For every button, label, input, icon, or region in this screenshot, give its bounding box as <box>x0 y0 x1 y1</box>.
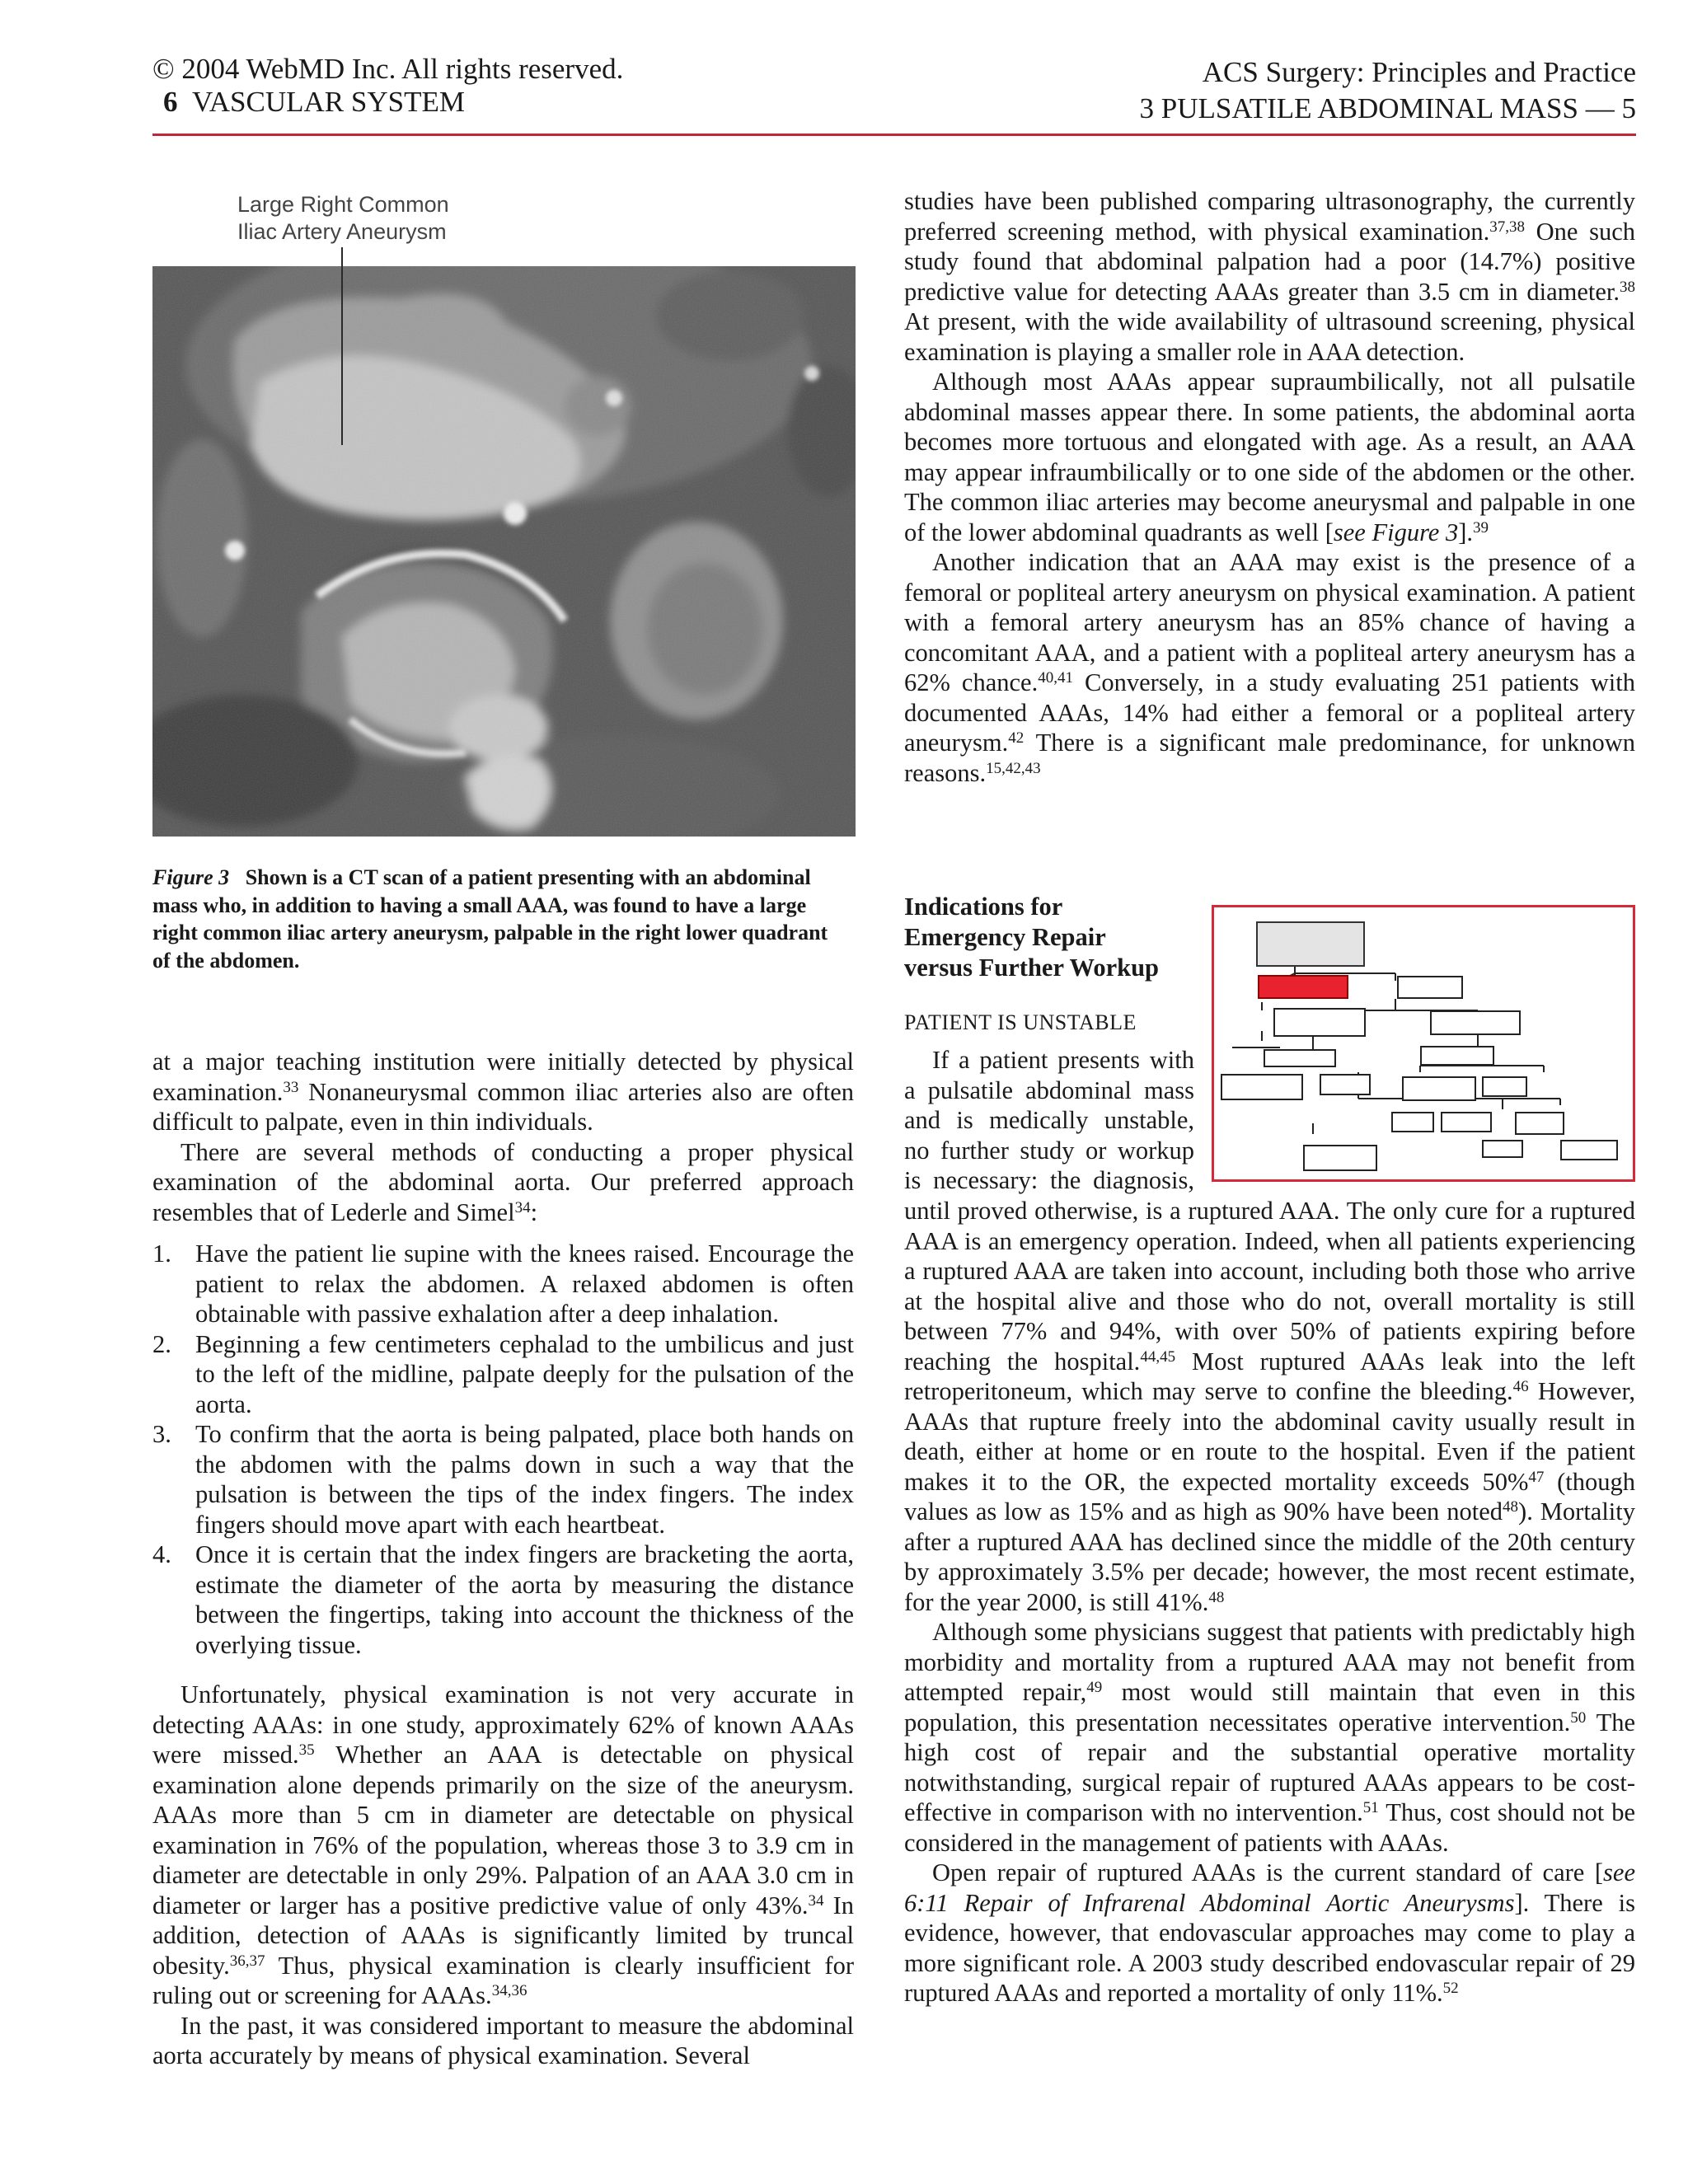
reference: 42 <box>1008 729 1025 747</box>
text: Open repair of ruptured AAAs is the current standard of care [ <box>932 1858 1604 1886</box>
reference: 49 <box>1086 1679 1103 1696</box>
list-text: To confirm that the aorta is being palpated, place both hands on the abdomen with the palms down in such a way that the pulsation is between the tips of the index fingers. The index fingers should move apart with each heartbeat. <box>195 1420 854 1539</box>
paragraph-femoral <box>904 547 1635 788</box>
list-number: 1. <box>152 1240 171 1268</box>
text: Nonaneurysmal common iliac arteries also are often difficult to palpate, even in thin individuals. <box>152 1077 854 1136</box>
right-column-bottom <box>904 1196 1635 2008</box>
section-heading-line: Indications for <box>904 893 1063 921</box>
algorithm-box <box>1441 1112 1492 1132</box>
section-label <box>163 84 465 120</box>
algorithm-box <box>1303 1145 1377 1171</box>
text: ]. There is evidence, however, that endovascular approaches may come to play a more significant role. A 2003 study described endovascular repair of 29 ruptured AAAs and reported a mortality of only 11%. <box>904 1888 1636 2007</box>
reference: 39 <box>1473 518 1489 537</box>
text: Thus, cost should not be considered in the management of patients with AAAs. <box>904 1798 1636 1857</box>
text-line: If a patient presents with <box>932 1046 1194 1074</box>
paragraph-morbidity <box>904 1617 1635 1858</box>
algorithm-box <box>1482 1076 1527 1097</box>
figure-caption-label: Figure 3 <box>152 865 230 889</box>
reference: 34 <box>808 1891 824 1910</box>
reference: 15,42,43 <box>986 759 1041 777</box>
list-text: Have the patient lie supine with the knees raised. Encourage the patient to relax the abdomen. A relaxed abdomen is often obtainable with passive exhalation after a deep inhalation. <box>195 1240 854 1328</box>
figure-annotation-line1: Large Right Common <box>237 192 449 217</box>
list-text: Once it is certain that the index fingers are bracketing the aorta, estimate the diameter of the aorta by measuring the distance between the fingertips, taking into account the thickness of the overlying tissue. <box>195 1540 854 1659</box>
text: Most ruptured AAAs leak into the left retroperitoneum, which may serve to confine the bleeding. <box>904 1347 1635 1405</box>
paragraph-studies <box>904 186 1635 367</box>
text: Although most AAAs appear supraumbilically, not all pulsatile abdominal masses appear there. In some patients, the abdominal aorta becomes more tortuous and elongated with age. As a result, an AAA may appear infraumbilically or to one side of the abdomen or the other. The common iliac arteries may become aneurysmal and palpable in one of the lower abdominal quadrants as well [ <box>904 368 1635 546</box>
text: Unfortunately, physical examination is not very accurate in detecting AAAs: in one study, approximately 62% of known AAAs were missed. <box>152 1680 854 1769</box>
paragraph-location <box>904 367 1635 547</box>
text: ). Mortality after a ruptured AAA has declined since the middle of the 20th century by approximately 3.5% per decade; however, the most recent estimate, for the year 2000, is still 41%. <box>904 1497 1636 1616</box>
text: at a major teaching institution were initially detected by physical examination. <box>152 1047 854 1106</box>
text: Another indication that an AAA may exist is the presence of a femoral or popliteal artery aneurysm on physical examination. A patient with a femoral artery aneurysm has an 85% chance of having a concomitant AAA, and a patient with a popliteal artery aneurysm has a 62% chance. <box>904 548 1635 696</box>
algorithm-box <box>1420 1046 1494 1066</box>
reference: 40,41 <box>1038 669 1073 687</box>
text-line: a pulsatile abdominal mass <box>904 1076 1194 1104</box>
text: However, AAAs that rupture freely into the abdominal cavity usually result in death, either at home or en route to the hospital. Even if the patient makes it to the OR, the expected mortality exceeds 50% <box>904 1377 1636 1496</box>
list-item <box>152 1329 854 1420</box>
right-column-top <box>904 186 1635 788</box>
text: One such study found that abdominal palpation had a poor (14.7%) positive predictive value for detecting AAAs greater than 3.5 cm in diameter. <box>904 217 1635 306</box>
left-column <box>152 1047 854 2071</box>
section-title: VASCULAR SYSTEM <box>192 86 465 118</box>
text: Conversely, in a study evaluating 251 patients with documented AAAs, 14% had either a femoral or a popliteal artery aneurysm. <box>904 668 1635 757</box>
list-number: 4. <box>152 1540 171 1568</box>
reference: 46 <box>1512 1378 1529 1395</box>
section-heading-line: Emergency Repair <box>904 923 1106 951</box>
figure-annotation <box>237 191 449 246</box>
reference: 38 <box>1620 278 1635 296</box>
reference: 51 <box>1362 1799 1379 1816</box>
section-heading <box>904 892 1159 983</box>
ct-scan-image <box>152 266 856 837</box>
algorithm-box <box>1515 1112 1564 1135</box>
text-line: and is medically unstable, <box>904 1106 1194 1134</box>
paragraph-open-repair <box>904 1858 1635 2008</box>
list-number: 2. <box>152 1329 171 1358</box>
algorithm-box <box>1402 1076 1476 1101</box>
paragraph-unstable <box>904 1196 1635 1617</box>
reference: 48 <box>1208 1588 1225 1606</box>
book-title: ACS Surgery: Principles and Practice <box>1202 56 1636 88</box>
text: There is a significant male predominance, for unknown reasons. <box>904 729 1635 787</box>
text: Although some physicians suggest that patients with predictably high morbidity and mortality from a ruptured AAA may not benefit from attempted repair, <box>904 1618 1635 1706</box>
algorithm-box <box>1560 1140 1618 1160</box>
list-text: Beginning a few centimeters cephalad to the umbilicus and just to the left of the midline, palpate deeply for the pulsation of the aorta. <box>195 1329 854 1418</box>
figure-annotation-line2: Iliac Artery Aneurysm <box>237 219 447 244</box>
subheading: PATIENT IS UNSTABLE <box>904 1010 1137 1034</box>
algorithm-box <box>1264 1049 1336 1067</box>
reference: 52 <box>1442 1980 1459 1997</box>
figure-pointer-line <box>341 247 343 445</box>
algorithm-box <box>1221 1074 1303 1100</box>
text: In the past, it was considered important to measure the abdominal aorta accurately by means of physical examination. Several <box>152 2011 854 2069</box>
reference: 35 <box>298 1741 315 1759</box>
text-line: no further study or workup <box>904 1136 1194 1165</box>
reference: 37,38 <box>1489 218 1525 236</box>
reference: 33 <box>283 1078 299 1096</box>
reference: 48 <box>1503 1498 1519 1516</box>
algorithm-box <box>1482 1140 1523 1158</box>
paragraph-unstable-narrow <box>904 1045 1194 1196</box>
reference: 47 <box>1528 1468 1545 1486</box>
section-number: 6 <box>163 86 178 118</box>
reference: 50 <box>1570 1708 1587 1727</box>
text: Whether an AAA is detectable on physical examination alone depends primarily on the size of the aneurysm. AAAs more than 5 cm in diameter are detectable on physical examination in 76% of the population, whereas those 3 to 3.9 cm in diameter are detectable in only 29%. Palpation of an AAA 3.0 cm in diameter or larger has a positive predictive value of only 43%. <box>152 1741 854 1919</box>
reference: 44,45 <box>1140 1347 1176 1366</box>
algorithm-box <box>1320 1074 1371 1095</box>
algorithm-thumbnail <box>1212 905 1635 1182</box>
text: most would still maintain that even in this population, this presentation necessitates operative intervention. <box>904 1678 1635 1736</box>
cross-reference: see 6:11 Repair of Infrarenal Abdominal Aortic Aneurysms <box>904 1858 1635 1917</box>
exam-steps-list <box>152 1239 854 1660</box>
list-item <box>152 1419 854 1540</box>
paragraph-accuracy <box>152 1680 854 2011</box>
header-rule <box>152 134 1636 136</box>
text-line: is necessary: the diagnosis, <box>904 1166 1194 1194</box>
text: : <box>530 1197 538 1226</box>
reference: 36,37 <box>229 1952 265 1970</box>
text: In addition, detection of AAAs is significantly limited by truncal obesity. <box>152 1891 854 1980</box>
paragraph-intro <box>152 1047 854 1137</box>
cross-reference: see Figure 3 <box>1333 518 1459 546</box>
algorithm-box <box>1273 1008 1366 1037</box>
figure-caption <box>152 864 837 974</box>
reference: 34 <box>514 1198 531 1216</box>
section-heading-line: versus Further Workup <box>904 954 1159 982</box>
copyright-line: © 2004 WebMD Inc. All rights reserved. <box>152 53 624 85</box>
text: until proved otherwise, is a ruptured AAA. The only cure for a ruptured AAA is an emergency operation. Indeed, when all patients experiencing a ruptured AAA are taken into account, including both those who arrive at the hospital alive and those who do not, overall mortality is still between 77% and 94%, with over 50% of patients expiring before reaching the hospital. <box>904 1197 1635 1376</box>
figure-caption-text: Shown is a CT scan of a patient presenting with an abdominal mass who, in addition to having a small AAA, was found to have a large right common iliac artery aneurysm, palpable in the right lower quadrant of the abdomen. <box>152 865 828 972</box>
text: There are several methods of conducting a proper physical examination of the abdominal aorta. Our preferred approach resembles that of Lederle and Simel <box>152 1137 854 1226</box>
text: The high cost of repair and the substantial operative mortality notwithstanding, surgical repair of ruptured AAAs appears to be cost-effective in comparison with no intervention. <box>904 1708 1635 1826</box>
algorithm-box <box>1430 1010 1521 1035</box>
text: (though values as low as 15% and as high as 90% have been noted <box>904 1467 1635 1526</box>
text: Thus, physical examination is clearly insufficient for ruling out or screening for AAAs. <box>152 1951 854 2009</box>
algorithm-box <box>1397 976 1463 999</box>
list-number: 3. <box>152 1420 171 1448</box>
text: At present, with the wide availability of ultrasound screening, physical examination is playing a smaller role in AAA detection. <box>904 307 1635 366</box>
algorithm-box-start <box>1256 921 1365 967</box>
text: studies have been published comparing ultrasonography, the currently preferred screening method, with physical examination. <box>904 187 1635 246</box>
reference: 34,36 <box>491 1982 528 1999</box>
chapter-title: 3 PULSATILE ABDOMINAL MASS — 5 <box>1139 92 1636 124</box>
paragraph-methods <box>152 1137 854 1228</box>
paragraph-past <box>152 2011 854 2071</box>
text: ]. <box>1458 518 1474 546</box>
algorithm-box-highlight <box>1258 975 1348 999</box>
list-item <box>152 1540 854 1660</box>
algorithm-box <box>1391 1112 1434 1132</box>
list-item <box>152 1239 854 1329</box>
